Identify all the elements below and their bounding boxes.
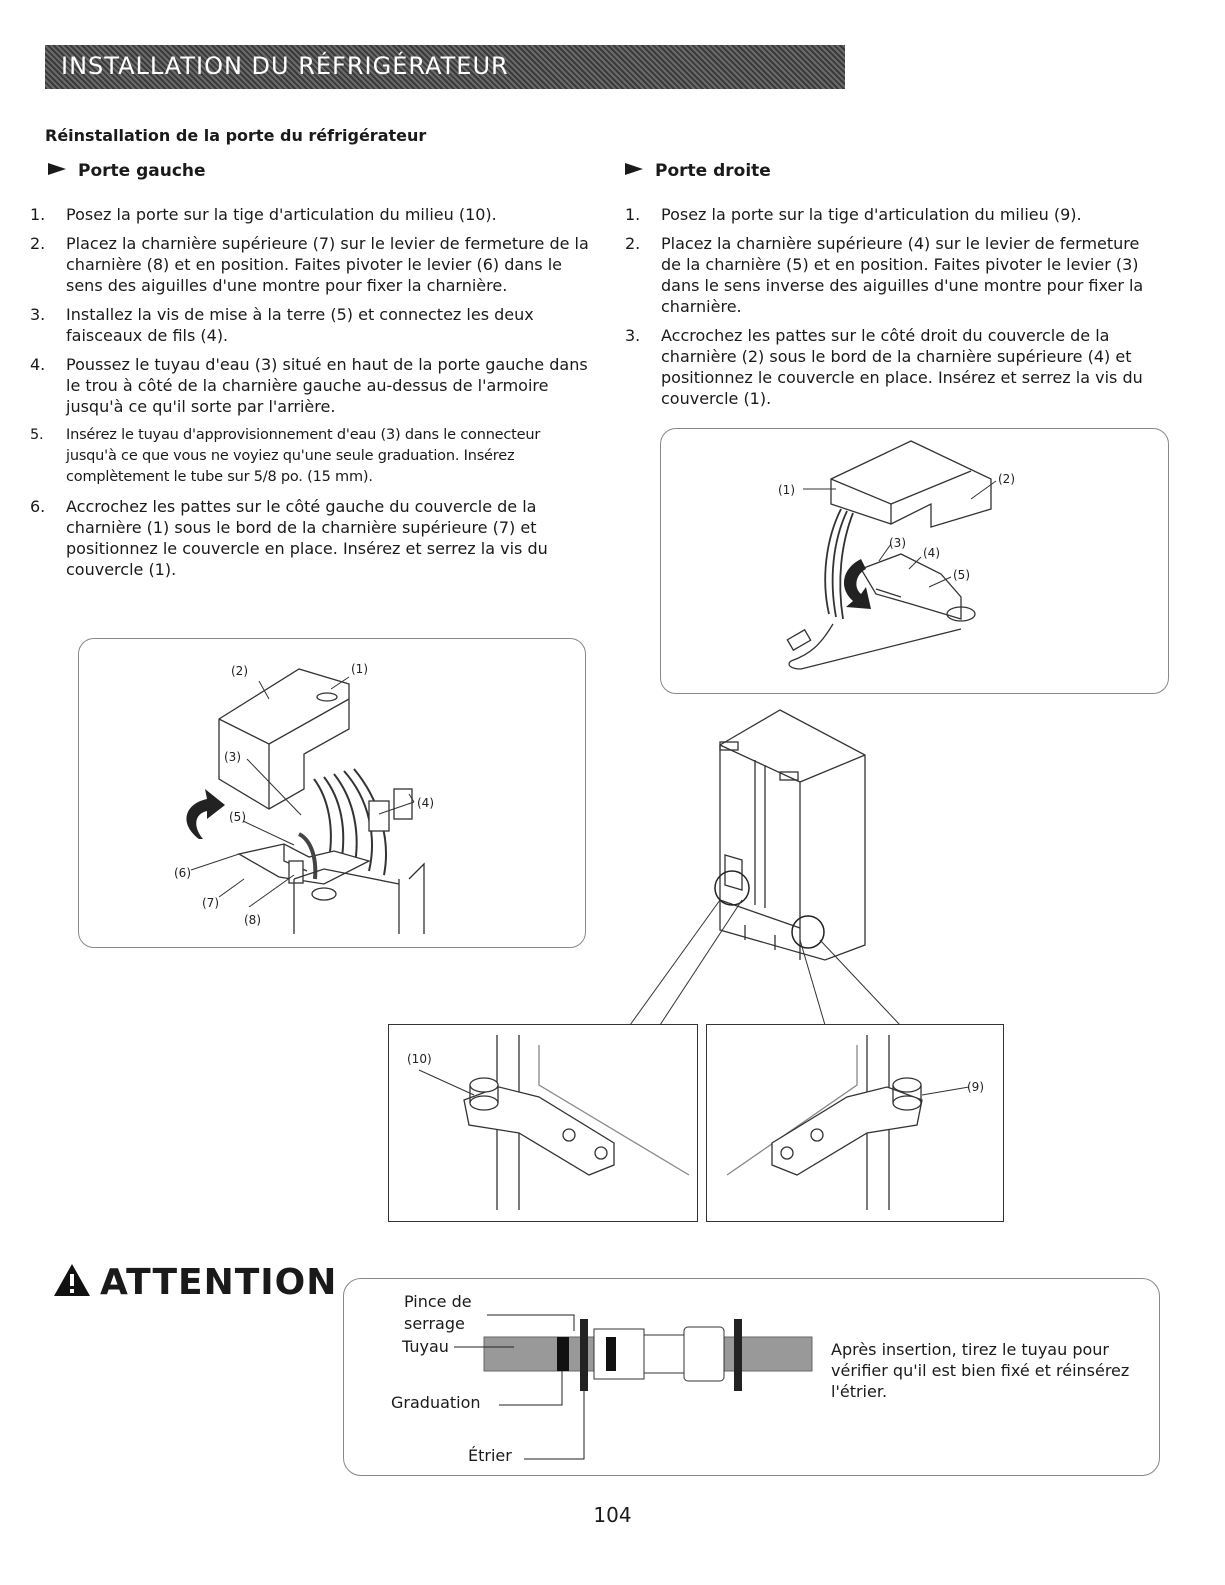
graduation-mark [557, 1337, 569, 1371]
step-text: Accrochez les pattes sur le côté droit du couvercle de la charnière (2) sous le bord de la charnière supérieure (4) et positionnez le couvercle en place. Insérez et serrez la vis du couvercle (1). [661, 326, 1143, 408]
step-text: Insérez le tuyau d'approvisionnement d'eau (3) dans le connecteur jusqu'à ce que vous ne voyiez qu'une seule graduation. Insérez complètement le tube sur 5/8 po. (15 mm). [66, 427, 541, 485]
list-item [625, 325, 1145, 409]
attention-title: ATTENTION [100, 1262, 338, 1303]
callout-5: (5) [953, 568, 970, 582]
step-number: 2. [625, 234, 641, 253]
step-number: 1. [30, 205, 46, 224]
callout-8: (8) [244, 913, 261, 927]
right-hinge-figure [660, 428, 1169, 694]
step-text: Poussez le tuyau d'eau (3) situé en haut de la porte gauche dans le trou à côté de la charnière gauche au-dessus de l'armoire jusqu'à ce qu'il sorte par l'arrière. [66, 355, 588, 416]
header-banner [45, 45, 845, 89]
callout-6: (6) [174, 866, 191, 880]
step-number: 2. [30, 234, 46, 253]
clamp-ring [580, 1319, 588, 1391]
step-number: 3. [30, 305, 46, 324]
list-item [30, 425, 590, 488]
list-item [625, 233, 1145, 317]
callout-2: (2) [998, 472, 1015, 486]
triangle-bullet-icon [48, 163, 66, 175]
right-door-heading-text: Porte droite [655, 161, 771, 181]
step-text: Posez la porte sur la tige d'articulation du milieu (9). [661, 205, 1082, 224]
list-item [30, 354, 590, 417]
right-steps-list [625, 204, 1145, 417]
list-item [30, 496, 590, 580]
left-door-heading [48, 161, 206, 181]
step-number: 4. [30, 355, 46, 374]
attention-heading [52, 1262, 337, 1303]
page-number: 104 [593, 1503, 632, 1527]
step-number: 6. [30, 497, 46, 516]
step-text: Accrochez les pattes sur le côté gauche du couvercle de la charnière (1) sous le bord de la charnière supérieure (7) et positionnez le couvercle en place. Insérez et serrez la vis du couvercle (1). [66, 497, 548, 579]
step-number: 3. [625, 326, 641, 345]
callout-5: (5) [229, 810, 246, 824]
left-door-heading-text: Porte gauche [78, 161, 206, 181]
callout-4: (4) [417, 796, 434, 810]
right-door-heading [625, 161, 771, 181]
header-title: INSTALLATION DU RÉFRIGÉRATEUR [61, 52, 509, 80]
graduation-label: Graduation [391, 1393, 481, 1412]
step-number: 5. [30, 427, 44, 443]
right-hinge-illustration [661, 429, 1168, 693]
right-pivot-illustration [707, 1025, 1003, 1221]
step-number: 1. [625, 205, 641, 224]
left-pivot-illustration [389, 1025, 697, 1221]
callout-1: (1) [351, 662, 368, 676]
attention-note-box [343, 1278, 1160, 1476]
step-text: Placez la charnière supérieure (7) sur le levier de fermeture de la charnière (8) et en position. Faites pivoter le levier (6) dans le sens des aiguilles d'une montre pour fixer la charnière. [66, 234, 589, 295]
list-item [625, 204, 1145, 225]
step-text: Installez la vis de mise à la terre (5) et connectez les deux faisceaux de fils (4). [66, 305, 534, 345]
list-item [30, 204, 590, 225]
clamp-label: Pince de serrage [404, 1292, 472, 1333]
step-text: Placez la charnière supérieure (4) sur le levier de fermeture de la charnière (5) et en position. Faites pivoter le levier (3) dans le sens inverse des aiguilles d'une montre pour fixer la charnière. [661, 234, 1144, 316]
attention-note-text: Après insertion, tirez le tuyau pour vérifier qu'il est bien fixé et réinsérez l'étrier. [831, 1340, 1130, 1401]
warning-triangle-icon [52, 1262, 92, 1298]
callout-7: (7) [202, 896, 219, 910]
callout-9: (9) [967, 1080, 984, 1094]
section-title: Réinstallation de la porte du réfrigérateur [45, 126, 427, 145]
left-pivot-detail [388, 1024, 698, 1222]
callout-1: (1) [778, 483, 795, 497]
step-text: Posez la porte sur la tige d'articulation du milieu (10). [66, 205, 497, 224]
list-item [30, 304, 590, 346]
rotate-arrow-icon [187, 789, 225, 839]
refrigerator-overview [380, 700, 1020, 1030]
stirrup-label: Étrier [468, 1446, 512, 1465]
list-item [30, 233, 590, 296]
callout-10: (10) [407, 1052, 432, 1066]
right-pivot-detail [706, 1024, 1004, 1222]
pipe-label: Tuyau [402, 1337, 449, 1356]
left-steps-list [30, 204, 590, 588]
callout-3: (3) [224, 750, 241, 764]
callout-3: (3) [889, 536, 906, 550]
triangle-bullet-icon [625, 163, 643, 175]
callout-4: (4) [923, 546, 940, 560]
callout-2: (2) [231, 664, 248, 678]
